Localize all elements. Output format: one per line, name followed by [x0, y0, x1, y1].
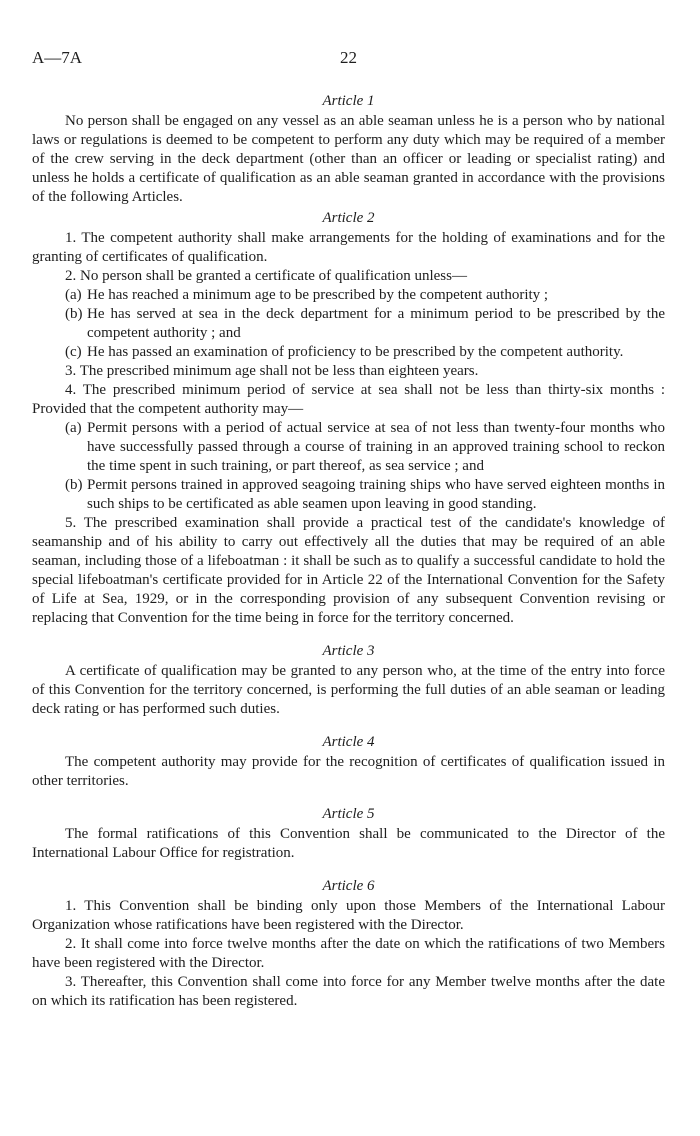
- list-marker: (b): [65, 477, 83, 493]
- article-6: [32, 875, 665, 1011]
- spacer: [32, 628, 665, 640]
- list-item: [32, 419, 665, 476]
- article-1: [32, 90, 665, 207]
- list-marker: (a): [65, 287, 82, 303]
- article-heading: Article 1: [322, 93, 375, 109]
- article-3: [32, 640, 665, 719]
- list-item: [32, 343, 665, 362]
- list-item: [32, 305, 665, 343]
- article-paragraph: The formal ratifications of this Convention shall be communicated to the Director of the International Labour Office for registration.: [32, 826, 665, 861]
- list-text: He has served at sea in the deck department for a minimum period to be prescribed by the competent authority ; and: [87, 306, 665, 341]
- list-text: Permit persons trained in approved seagoing training ships who have served eighteen months in such ships to be certificated as able seamen upon leaving in good standing.: [87, 477, 665, 512]
- page-number: 22: [340, 48, 357, 67]
- article-heading: Article 2: [322, 210, 375, 226]
- document-body: [32, 90, 665, 1011]
- list-item: [32, 286, 665, 305]
- page-header: [32, 48, 665, 72]
- article-paragraph: No person shall be engaged on any vessel as an able seaman unless he is a person who by national laws or regulations is deemed to be competent to perform any duty which may be required of a member of the crew serving in the deck department (other than an officer or leading or specialist rating) and unless he holds a certificate of qualification as an able seaman granted in accordance with the provisions of the following Articles.: [32, 113, 665, 205]
- article-paragraph: 4. The prescribed minimum period of service at sea shall not be less than thirty-six months : Provided that the competent authority may—: [32, 382, 665, 417]
- document-reference: A—7A: [32, 48, 83, 67]
- article-4: [32, 731, 665, 791]
- spacer: [32, 863, 665, 875]
- article-paragraph: 2. No person shall be granted a certificate of qualification unless—: [65, 268, 467, 284]
- article-paragraph: 3. The prescribed minimum age shall not be less than eighteen years.: [65, 363, 479, 379]
- article-heading: Article 6: [322, 878, 375, 894]
- article-paragraph: 2. It shall come into force twelve months after the date on which the ratifications of two Members have been registered with the Director.: [32, 936, 665, 971]
- article-heading: Article 4: [322, 734, 375, 750]
- article-heading: Article 5: [322, 806, 375, 822]
- article-paragraph: 1. The competent authority shall make arrangements for the holding of examinations and for the granting of certificates of qualification.: [32, 230, 665, 265]
- article-heading: Article 3: [322, 643, 375, 659]
- list-marker: (a): [65, 420, 82, 436]
- spacer: [32, 791, 665, 803]
- article-paragraph: A certificate of qualification may be granted to any person who, at the time of the entry into force of this Convention for the territory concerned, is performing the full duties of an able seaman or leading deck rating or has performed such duties.: [32, 663, 665, 717]
- list-text: Permit persons with a period of actual service at sea of not less than twenty-four months who have successfully passed through a course of training in an approved training school to reckon the time spent in such training, or part thereof, as sea service ; and: [87, 420, 665, 474]
- article-2: [32, 207, 665, 628]
- spacer: [32, 719, 665, 731]
- article-5: [32, 803, 665, 863]
- list-marker: (b): [65, 306, 83, 322]
- article-paragraph: The competent authority may provide for the recognition of certificates of qualification issued in other territories.: [32, 754, 665, 789]
- list-text: He has passed an examination of proficiency to be prescribed by the competent authority.: [87, 344, 624, 360]
- list-marker: (c): [65, 344, 82, 360]
- article-paragraph: 1. This Convention shall be binding only upon those Members of the International Labour Organization whose ratifications have been registered with the Director.: [32, 898, 665, 933]
- article-paragraph: 3. Thereafter, this Convention shall come into force for any Member twelve months after the date on which its ratification has been registered.: [32, 974, 665, 1009]
- list-text: He has reached a minimum age to be prescribed by the competent authority ;: [87, 287, 549, 303]
- article-paragraph: 5. The prescribed examination shall provide a practical test of the candidate's knowledge of seamanship and of his ability to carry out effectively all the duties that may be required of an able seaman, including those of a lifeboatman : it shall be such as to qualify a successful candidate to hold the special lifeboatman's certificate provided for in Article 22 of the International Convention for the Safety of Life at Sea, 1929, or in the corresponding provision of any subsequent Convention revising or replacing that Convention for the time being in force for the territory concerned.: [32, 515, 665, 626]
- list-item: [32, 476, 665, 514]
